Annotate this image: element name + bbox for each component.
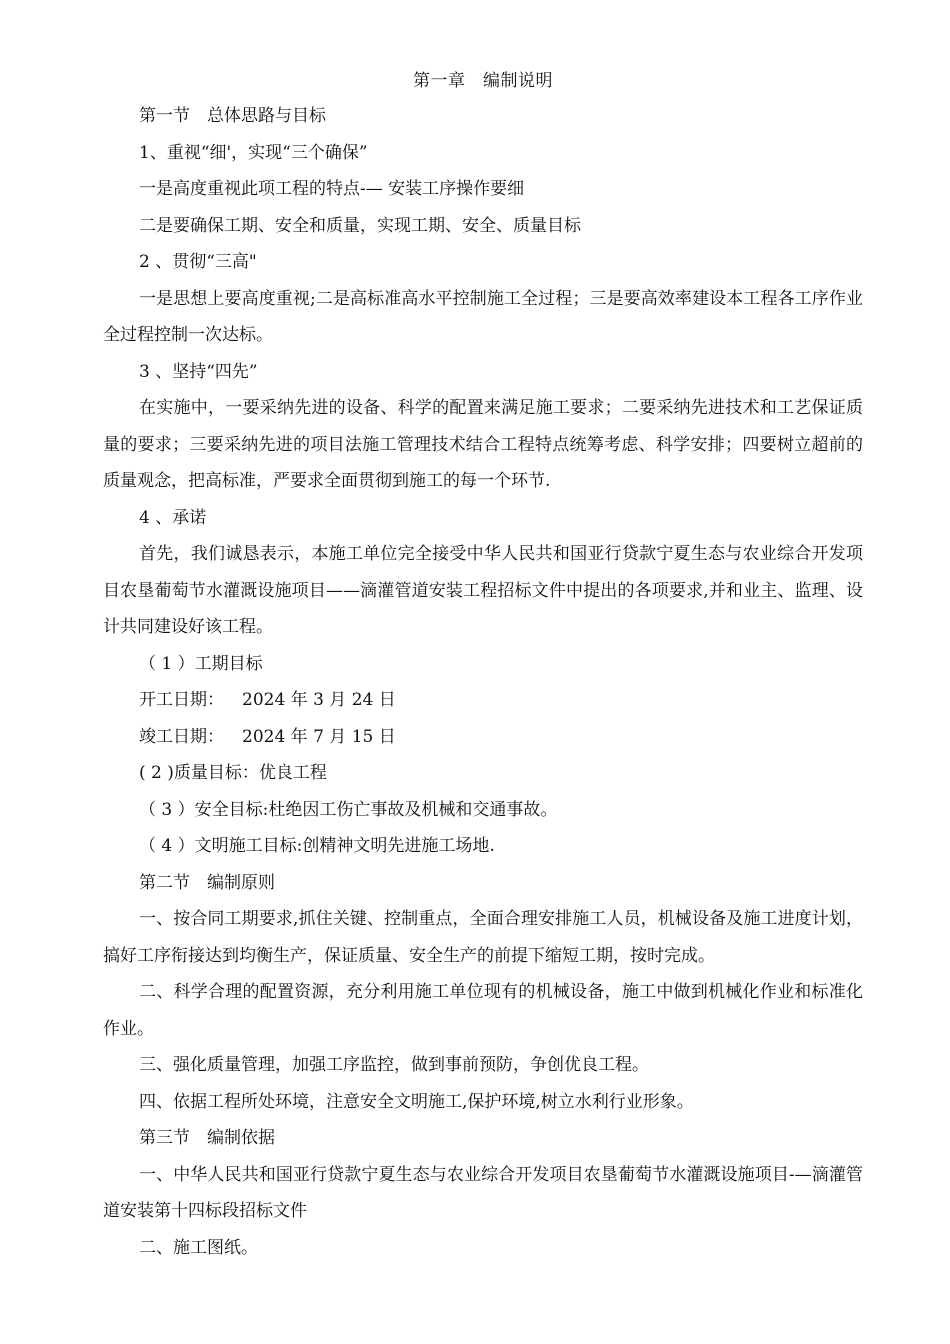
end-date-row [103, 719, 863, 756]
item3-paragraph: 在实施中，一要采纳先进的设备、科学的配置来满足施工要求；二要采纳先进技术和工艺保证质量的要求；三要采纳先进的项目法施工管理技术结合工程特点统筹考虑、科学安排；四要树立超前的质量观念，把高标准，严要求全面贯彻到施工的每一个环节. [103, 398, 863, 491]
basis-1: 一、中华人民共和国亚行贷款宁夏生态与农业综合开发项目农垦葡萄节水灌溉设施项目-—滴灌管道安装第十四标段招标文件 [103, 1164, 863, 1221]
section-heading-2: 第二节 编制原则 [139, 872, 275, 893]
basis-2: 二、施工图纸。 [139, 1237, 258, 1258]
start-date-label: 开工日期： [139, 690, 224, 710]
section-heading-3: 第三节 编制依据 [139, 1128, 275, 1148]
goal4-civilized: （ 4 ）文明施工目标:创精神文明先进施工场地. [139, 836, 495, 856]
item4-paragraph: 首先，我们诚恳表示，本施工单位完全接受中华人民共和国亚行贷款宁夏生态与农业综合开发项目农垦葡萄节水灌溉设施项目——滴灌管道安装工程招标文件中提出的各项要求,并和业主、监理、设计共同建设好该工程。 [103, 544, 863, 637]
item2-heading: 2 、贯彻“三高" [139, 252, 257, 272]
item4-heading: 4 、承诺 [139, 507, 207, 528]
item1-heading: 1、重视“细'，实现“三个确保” [139, 142, 368, 163]
end-date-value: 2024 年 7 月 15 日 [242, 726, 396, 747]
end-date-label: 竣工日期： [139, 726, 224, 747]
principle-3: 三、强化质量管理，加强工序监控，做到事前预防，争创优良工程。 [139, 1055, 649, 1075]
goal2-quality: ( 2 )质量目标：优良工程 [139, 763, 327, 783]
principle-4: 四、依据工程所处环境，注意安全文明施工,保护环境,树立水利行业形象。 [139, 1091, 694, 1112]
section-heading-1: 第一节 总体思路与目标 [139, 106, 326, 126]
chapter-title: 第一章 编制说明 [413, 71, 553, 91]
principle-2: 二、科学合理的配置资源，充分利用施工单位现有的机械设备，施工中做到机械化作业和标准化作业。 [103, 982, 863, 1039]
goal1-heading: （ 1 ）工期目标 [139, 653, 263, 674]
goal3-safety: （ 3 ）安全目标:杜绝因工伤亡事故及机械和交通事故。 [139, 799, 558, 820]
item1-line2: 二是要确保工期、安全和质量，实现工期、安全、质量目标 [139, 215, 581, 236]
item3-heading: 3 、坚持“四先” [139, 361, 258, 382]
principle-1: 一、按合同工期要求,抓住关键、控制重点，全面合理安排施工人员，机械设备及施工进度计划，搞好工序衔接达到均衡生产，保证质量、安全生产的前提下缩短工期，按时完成。 [103, 909, 863, 966]
document-body [103, 64, 863, 1266]
start-date-row [103, 682, 863, 719]
start-date-value: 2024 年 3 月 24 日 [242, 690, 396, 710]
item1-line1: 一是高度重视此项工程的特点-— 安装工序操作要细 [139, 179, 525, 199]
item2-paragraph: 一是思想上要高度重视;二是高标准高水平控制施工全过程；三是要高效率建设本工程各工序作业全过程控制一次达标。 [103, 288, 863, 345]
